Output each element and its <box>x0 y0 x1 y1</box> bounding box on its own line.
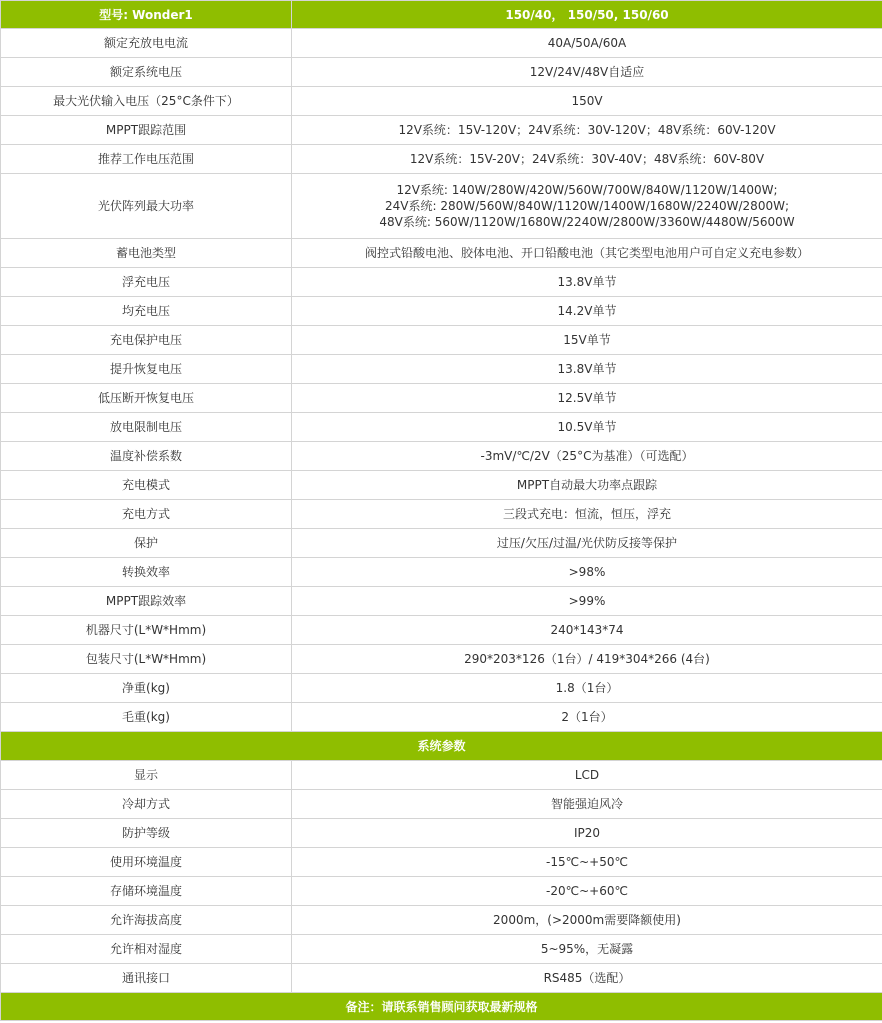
spec-value: -3mV/℃/2V（25°C为基准）（可选配） <box>292 442 882 471</box>
table-row <box>1 500 882 529</box>
spec-value: RS485（选配） <box>292 964 882 993</box>
spec-value: 智能强迫风冷 <box>292 790 882 819</box>
spec-label: 放电限制电压 <box>1 413 292 442</box>
table-row <box>1 848 882 877</box>
power-line: 12V系统: 140W/280W/420W/560W/700W/840W/1120W/1400W; <box>396 183 778 197</box>
spec-value: 13.8V单节 <box>292 268 882 297</box>
spec-value: -20℃~+60℃ <box>292 877 882 906</box>
spec-value: 240*143*74 <box>292 616 882 645</box>
spec-label: 低压断开恢复电压 <box>1 384 292 413</box>
spec-value: >98% <box>292 558 882 587</box>
spec-label: 存储环境温度 <box>1 877 292 906</box>
spec-label: 机器尺寸(L*W*Hmm) <box>1 616 292 645</box>
spec-label: 浮充电压 <box>1 268 292 297</box>
spec-value: 13.8V单节 <box>292 355 882 384</box>
table-row <box>1 297 882 326</box>
table-row <box>1 355 882 384</box>
spec-label: 显示 <box>1 761 292 790</box>
footer-note: 备注：请联系销售顾问获取最新规格 <box>1 993 882 1021</box>
spec-label: 通讯接口 <box>1 964 292 993</box>
spec-value: -15℃~+50℃ <box>292 848 882 877</box>
table-row <box>1 645 882 674</box>
spec-value: 三段式充电：恒流，恒压，浮充 <box>292 500 882 529</box>
table-row <box>1 268 882 297</box>
table-row <box>1 529 882 558</box>
table-row <box>1 384 882 413</box>
spec-label: 毛重(kg) <box>1 703 292 732</box>
spec-label: MPPT跟踪效率 <box>1 587 292 616</box>
spec-value: IP20 <box>292 819 882 848</box>
spec-label: 防护等级 <box>1 819 292 848</box>
table-row <box>1 964 882 993</box>
spec-label: 额定充放电电流 <box>1 29 292 58</box>
spec-value: 5~95%，无凝露 <box>292 935 882 964</box>
spec-label: 温度补偿系数 <box>1 442 292 471</box>
table-row <box>1 935 882 964</box>
table-row <box>1 29 882 58</box>
spec-value: 150V <box>292 87 882 116</box>
table-row <box>1 413 882 442</box>
spec-value: 14.2V单节 <box>292 297 882 326</box>
spec-value: 12V/24V/48V自适应 <box>292 58 882 87</box>
table-row <box>1 58 882 87</box>
power-line: 48V系统: 560W/1120W/1680W/2240W/2800W/3360W/4480W/5600W <box>379 215 795 229</box>
spec-label: 充电模式 <box>1 471 292 500</box>
table-row <box>1 174 882 239</box>
spec-label: 最大光伏输入电压（25°C条件下） <box>1 87 292 116</box>
table-row <box>1 116 882 145</box>
spec-label: 保护 <box>1 529 292 558</box>
spec-label: 光伏阵列最大功率 <box>1 174 292 239</box>
table-row <box>1 877 882 906</box>
spec-value: 12.5V单节 <box>292 384 882 413</box>
spec-value: 阀控式铅酸电池、胶体电池、开口铅酸电池（其它类型电池用户可自定义充电参数） <box>292 239 882 268</box>
spec-value: 过压/欠压/过温/光伏防反接等保护 <box>292 529 882 558</box>
table-row <box>1 761 882 790</box>
spec-label: 净重(kg) <box>1 674 292 703</box>
spec-value: 12V系统：15V-20V；24V系统：30V-40V；48V系统：60V-80V <box>292 145 882 174</box>
spec-value: 40A/50A/60A <box>292 29 882 58</box>
footer-row <box>1 993 882 1021</box>
model-variants: 150/40， 150/50, 150/60 <box>292 1 882 29</box>
table-row <box>1 442 882 471</box>
table-row <box>1 616 882 645</box>
spec-value <box>292 174 882 239</box>
table-row <box>1 326 882 355</box>
spec-label: 冷却方式 <box>1 790 292 819</box>
table-row <box>1 558 882 587</box>
spec-value: 2（1台） <box>292 703 882 732</box>
spec-label: 允许海拔高度 <box>1 906 292 935</box>
spec-label: 充电方式 <box>1 500 292 529</box>
spec-value: 10.5V单节 <box>292 413 882 442</box>
spec-value: LCD <box>292 761 882 790</box>
table-row <box>1 819 882 848</box>
model-label: 型号: Wonder1 <box>1 1 292 29</box>
spec-label: 均充电压 <box>1 297 292 326</box>
section-title: 系统参数 <box>1 732 882 761</box>
table-row <box>1 239 882 268</box>
table-row <box>1 87 882 116</box>
spec-label: 额定系统电压 <box>1 58 292 87</box>
spec-label: 充电保护电压 <box>1 326 292 355</box>
spec-value: 12V系统：15V-120V；24V系统：30V-120V；48V系统：60V-120V <box>292 116 882 145</box>
spec-value: 1.8（1台） <box>292 674 882 703</box>
spec-value: >99% <box>292 587 882 616</box>
spec-label: 提升恢复电压 <box>1 355 292 384</box>
power-line: 24V系统: 280W/560W/840W/1120W/1400W/1680W/2240W/2800W; <box>384 199 789 213</box>
spec-label: 蓄电池类型 <box>1 239 292 268</box>
spec-label: 转换效率 <box>1 558 292 587</box>
spec-value: 2000m，(>2000m需要降额使用) <box>292 906 882 935</box>
table-row <box>1 587 882 616</box>
spec-value: 15V单节 <box>292 326 882 355</box>
table-header-row <box>1 1 882 29</box>
spec-label: 包装尺寸(L*W*Hmm) <box>1 645 292 674</box>
spec-label: 使用环境温度 <box>1 848 292 877</box>
table-row <box>1 906 882 935</box>
table-row <box>1 145 882 174</box>
spec-value: 290*203*126（1台）/ 419*304*266 (4台) <box>292 645 882 674</box>
spec-label: 推荐工作电压范围 <box>1 145 292 174</box>
table-row <box>1 790 882 819</box>
section-header-row <box>1 732 882 761</box>
table-row <box>1 674 882 703</box>
table-row <box>1 471 882 500</box>
spec-label: MPPT跟踪范围 <box>1 116 292 145</box>
spec-label: 允许相对湿度 <box>1 935 292 964</box>
spec-value: MPPT自动最大功率点跟踪 <box>292 471 882 500</box>
table-row <box>1 703 882 732</box>
